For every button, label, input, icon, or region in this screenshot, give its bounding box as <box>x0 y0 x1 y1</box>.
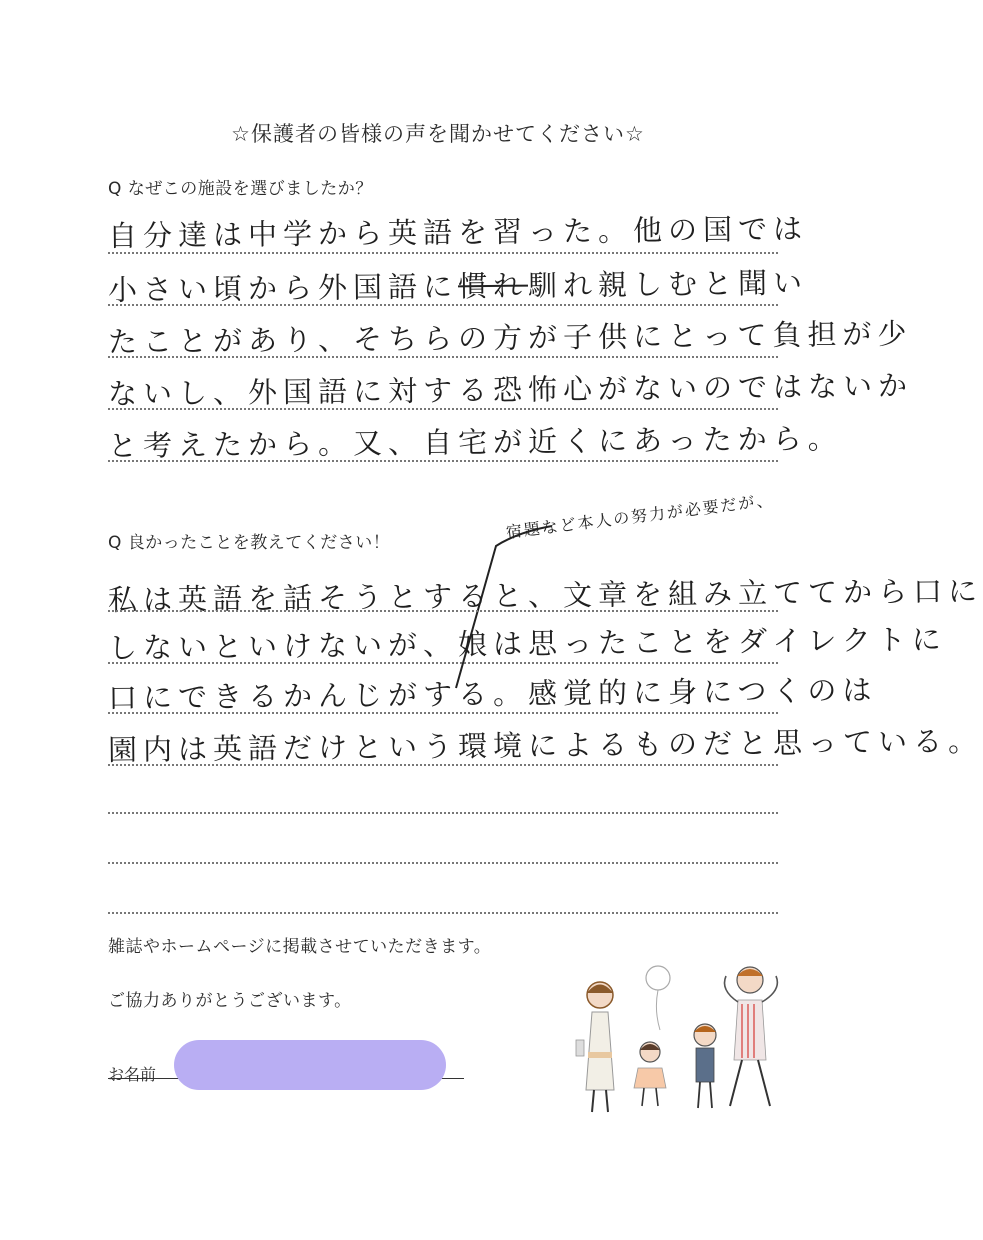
dotted-rule <box>108 356 778 358</box>
answer-1-line-2-text: 小さい頃から外国語に <box>107 269 459 307</box>
answer-1-line-5: と考えたから。又、自宅が近くにあったから。 <box>107 421 843 463</box>
answer-2-line-4: 園内は英語だけという環境によるものだと思っている。 <box>107 723 983 767</box>
answer-1-line-2 <box>108 261 808 309</box>
dotted-rule <box>108 912 778 914</box>
answer-1-line-3: たことがあり、そちらの方が子供にとって負担が少 <box>107 316 913 359</box>
name-redaction <box>174 1040 446 1090</box>
dotted-rule <box>108 662 778 664</box>
form-title: ☆保護者の皆様の声を聞かせてください☆ <box>231 122 645 146</box>
answer-1-line-4: ないし、外国語に対する恐怖心がないのではないか <box>107 368 914 411</box>
answer-2-line-3: 口にできるかんじがする。感覚的に身につくのは <box>107 672 878 715</box>
dotted-rule <box>108 764 778 766</box>
name-label: お名前 <box>108 1065 157 1084</box>
answer-2-line-2: しないといけないが、娘は思ったことをダイレクトに <box>107 622 947 665</box>
answer-2-line-1: 私は英語を話そうとすると、文章を組み立ててから口に <box>107 573 983 617</box>
answer-1-line-2-continued: 馴れ親しむと聞い <box>527 265 809 303</box>
thanks-note: ご協力ありがとうございます。 <box>108 991 352 1011</box>
dotted-rule <box>108 812 778 814</box>
dotted-rule <box>108 610 778 612</box>
struck-out-word: 慣れ <box>458 264 528 306</box>
dotted-rule <box>108 252 778 254</box>
publish-note: 雑誌やホームページに掲載させていただきます。 <box>108 937 492 957</box>
question-2-label: Q 良かったことを教えてください！ <box>108 533 391 553</box>
dotted-rule <box>108 862 778 864</box>
dotted-rule <box>108 408 778 410</box>
question-1-label: Q なぜこの施設を選びましたか？ <box>108 179 373 199</box>
insertion-note: 宿題など本人の努力が必要だが、 <box>504 490 776 542</box>
answer-1-line-1: 自分達は中学から英語を習った。他の国では <box>107 211 809 253</box>
dotted-rule <box>108 460 778 462</box>
dotted-rule <box>108 712 778 714</box>
dotted-rule <box>108 304 778 306</box>
family-illustration-icon <box>570 960 795 1120</box>
